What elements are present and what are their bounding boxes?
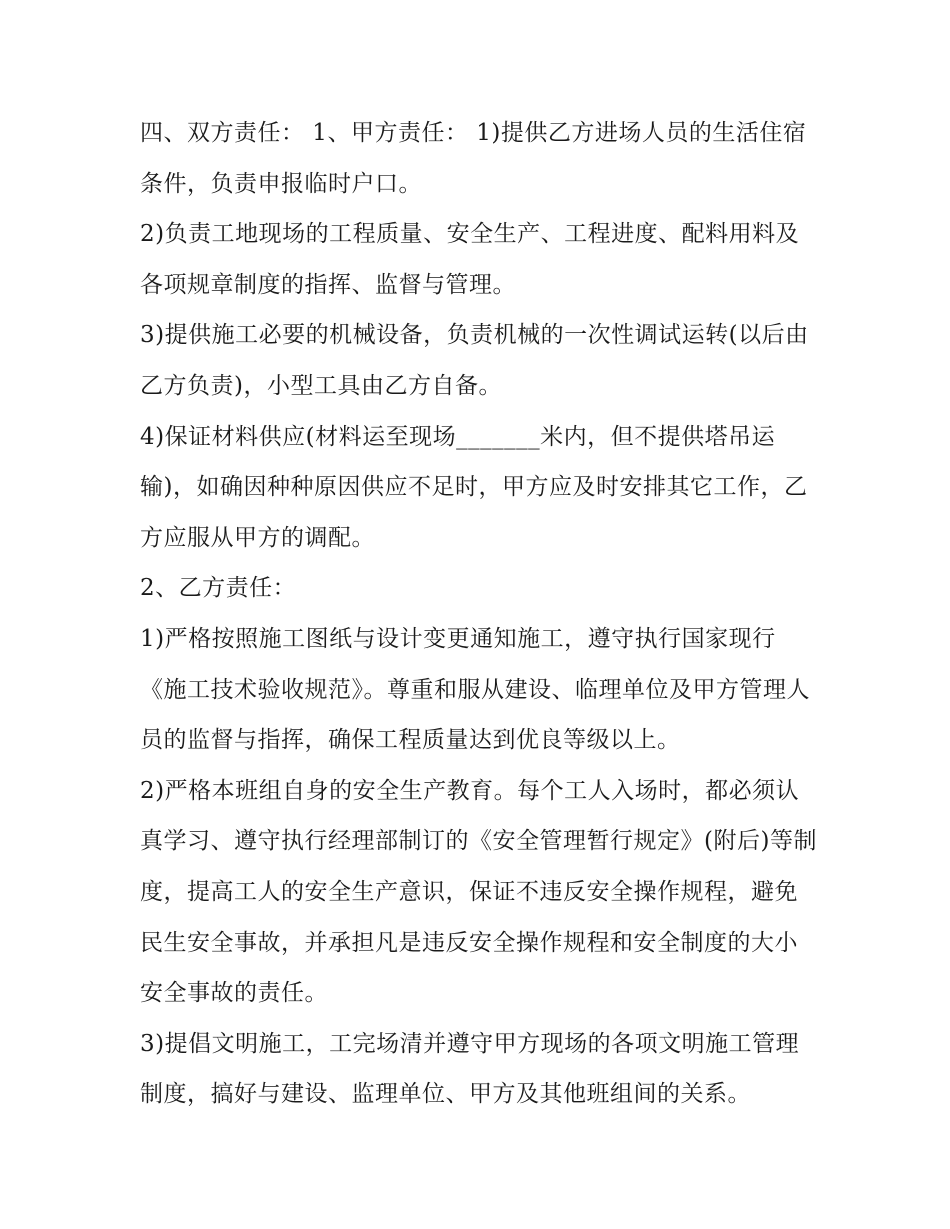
paragraph-party-a-duty-3: 3)提供施工必要的机械设备，负责机械的一次性调试运转(以后由乙方负责)，小型工具由乙方自备。	[140, 322, 809, 399]
heading-party-b-duties: 2、乙方责任：	[140, 575, 297, 602]
paragraph-party-a-duty-1: 四、双方责任： 1、甲方责任： 1)提供乙方进场人员的生活住宿条件，负责申报临时户口。	[140, 120, 807, 197]
document-body	[140, 108, 820, 1120]
paragraph-party-b-duty-2: 2)严格本班组自身的安全生产教育。每个工人入场时，都必须认真学习、遵守执行经理部制订的《安全管理暂行规定》(附后)等制度，提高工人的安全生产意识，保证不违反安全操作规程，避免民生安全事故，并承担凡是违反安全操作规程和安全制度的大小安全事故的责任。	[140, 777, 817, 1007]
paragraph-party-b-duty-1: 1)严格按照施工图纸与设计变更通知施工，遵守执行国家现行《施工技术验收规范》。尊重和服从建设、临理单位及甲方管理人员的监督与指挥，确保工程质量达到优良等级以上。	[140, 625, 810, 754]
paragraph-party-b-duty-3: 3)提倡文明施工，工完场清并遵守甲方现场的各项文明施工管理制度，搞好与建设、监理单位、甲方及其他班组间的关系。	[140, 1030, 800, 1108]
paragraph-party-a-duty-4: 4)保证材料供应(材料运至现场_______米内，但不提供塔吊运输)，如确因种种原因供应不足时，甲方应及时安排其它工作，乙方应服从甲方的调配。	[140, 423, 808, 551]
paragraph-party-a-duty-2: 2)负责工地现场的工程质量、安全生产、工程进度、配料用料及各项规章制度的指挥、监督与管理。	[140, 221, 800, 298]
